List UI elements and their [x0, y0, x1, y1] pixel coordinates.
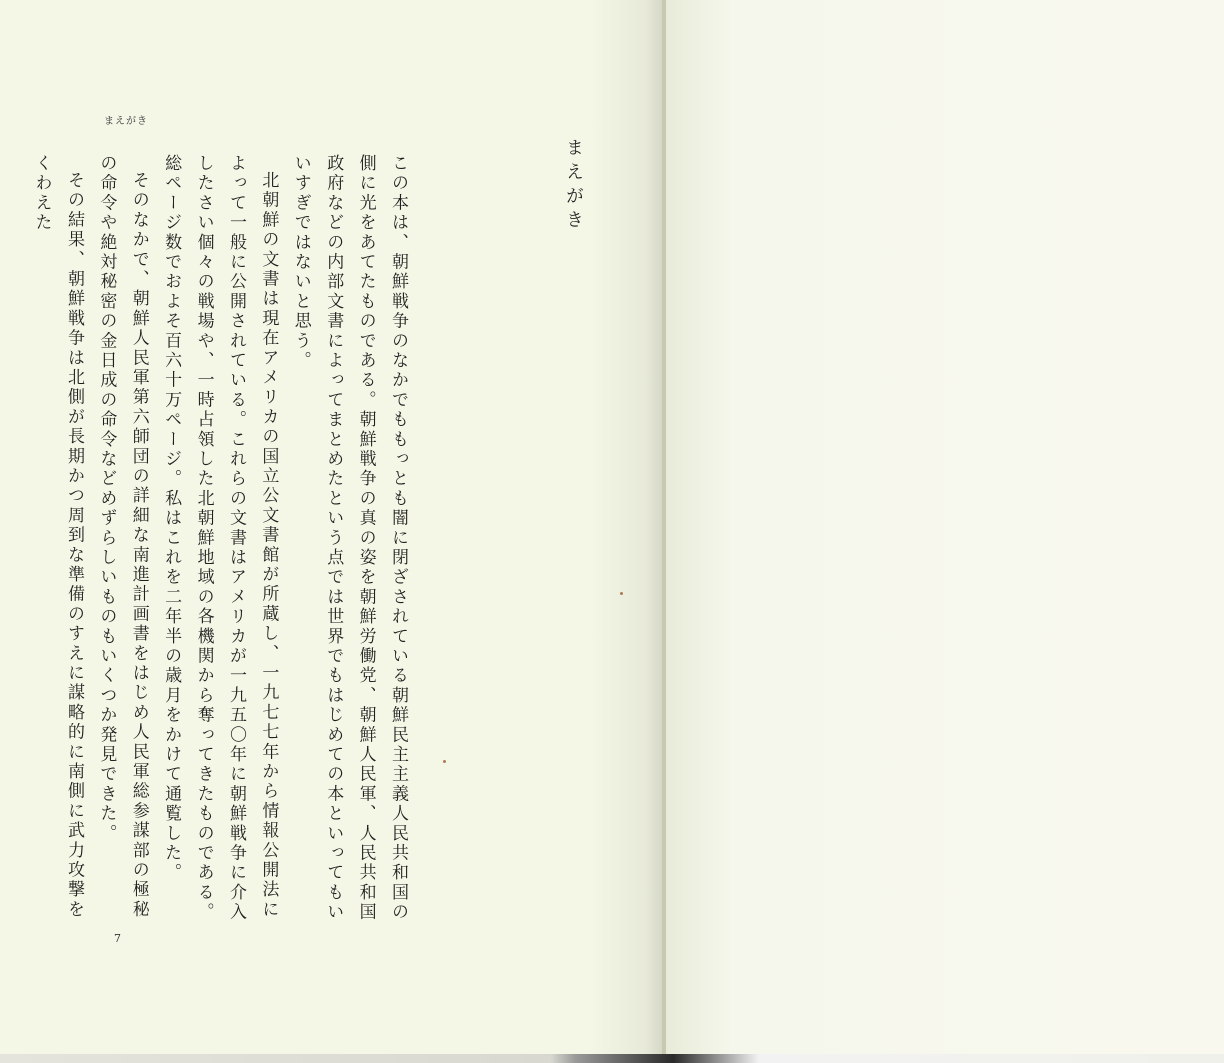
gutter-shadow	[590, 0, 670, 1063]
chapter-title: まえがき	[563, 138, 584, 234]
paragraph-3: そのなかで、朝鮮人民軍第六師団の詳細な南進計画書をはじめ人民軍総参謀部の極秘の命令や絶対秘密の金日成の命令などめずらしいものもいくつか発見できた。	[96, 154, 149, 920]
paragraph-2: 北朝鮮の文書は現在アメリカの国立公文書館が所蔵し、一九七七年から情報公開法によって一般に公開されている。これらの文書はアメリカが一九五〇年に朝鮮戦争に介入したさい個々の戦場や、一時占領した北朝鮮地域の各機関から奪ってきたものである。総ページ数でおよそ百六十万ページ。私はこれを二年半の歳月をかけて通覧した。	[161, 154, 279, 923]
paragraph-1: この本は、朝鮮戦争のなかでももっとも闇に閉ざされている朝鮮民主主義人民共和国の側に光をあてたものである。朝鮮戦争の真の姿を朝鮮労働党、朝鮮人民軍、人民共和国政府などの内部文書によってまとめたという点では世界でもはじめての本といってもいいすぎではないと思う。	[290, 154, 408, 923]
paragraph-4: その結果、朝鮮戦争は北側が長期かつ周到な準備のすえに謀略的に南側に武力攻撃をくわえた	[31, 154, 84, 920]
paper-speck	[443, 760, 446, 763]
right-page	[666, 0, 1224, 1063]
page-number: 7	[114, 932, 121, 945]
running-head: まえがき	[104, 116, 148, 127]
body-text	[31, 154, 414, 924]
scan-bottom-edge	[0, 1054, 1224, 1063]
